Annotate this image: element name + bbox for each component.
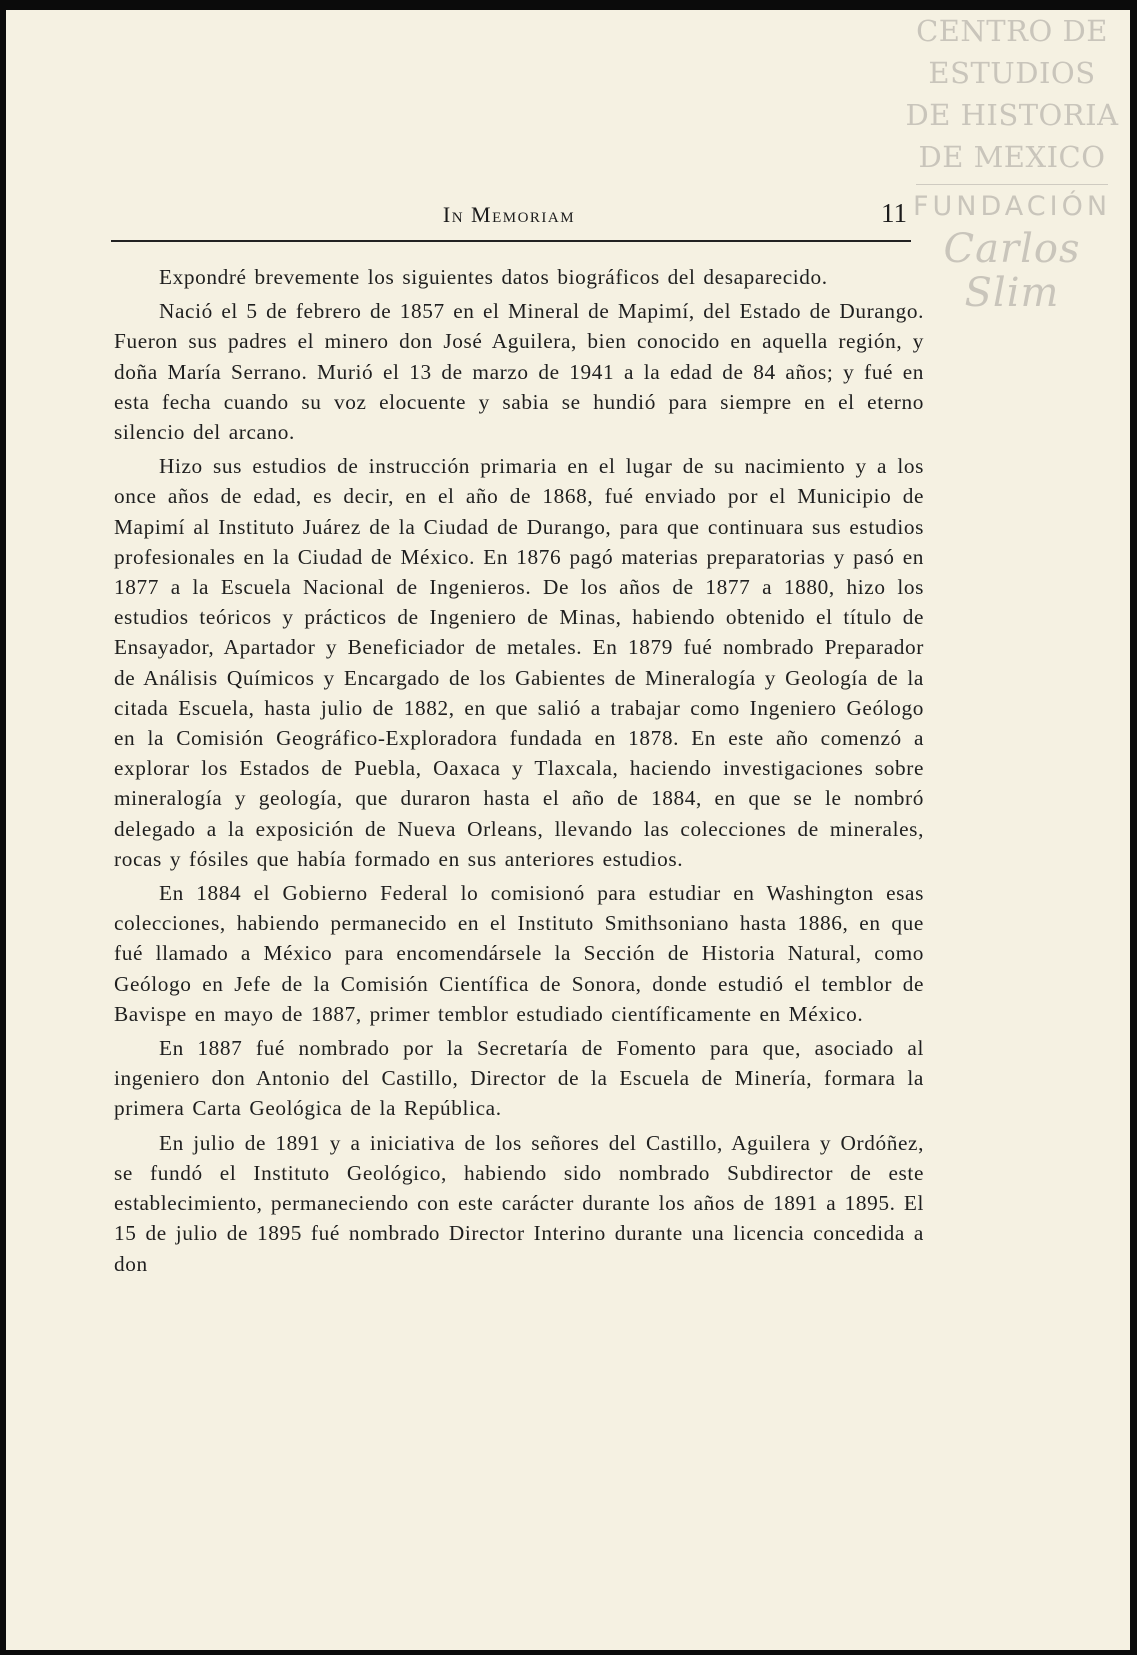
watermark-line: DE MEXICO (918, 140, 1106, 174)
watermark-divider (916, 184, 1108, 185)
paragraph: Hizo sus estudios de instrucción primaria en el lugar de su nacimiento y a los once años de edad, es decir, en el año de 1868, fué enviado por el Municipio de Mapimí al Instituto Juárez de la Ciudad de Durango, para que continuara sus estudios profesionales en la Ciudad de México. En 1876 pagó materias preparatorias y pasó en 1877 a la Escuela Nacional de Ingenieros. De los años de 1877 a 1880, hizo los estudios teóricos y prácticos de Ingeniero de Minas, habiendo obtenido el título de Ensayador, Apartador y Beneficiador de metales. En 1879 fué nombrado Preparador de Análisis Químicos y Encargado de los Gabientes de Mineralogía y Geología de la citada Escuela, hasta julio de 1882, en que salió a trabajar como Ingeniero Geólogo en la Comisión Geográfico-Exploradora fundada en 1878. En este año comenzó a explorar los Estados de Puebla, Oaxaca y Tlaxcala, haciendo investigaciones sobre mineralogía y geología, que duraron hasta el año de 1884, en que se le nombró delegado a la exposición de Nueva Orleans, llevando las colecciones de minerales, rocas y fósiles que había formado en sus anteriores estudios. (114, 454, 924, 871)
page-number: 11 (881, 198, 907, 228)
running-title: In Memoriam (442, 202, 576, 227)
paragraph: En julio de 1891 y a iniciativa de los señores del Castillo, Aguilera y Ordóñez, se fundó el Instituto Geológico, habiendo sido nombrado Subdirector de este establecimiento, permaneciendo con este carácter durante los años de 1891 a 1895. El 15 de julio de 1895 fué nombrado Director Interino durante una licencia concedida a don (114, 1130, 924, 1276)
watermark-foundation: FUNDACIÓN (912, 191, 1112, 222)
archive-watermark (902, 10, 1122, 315)
watermark-line: DE HISTORIA (905, 98, 1119, 132)
paragraph: Expondré brevemente los siguientes datos biográficos del desaparecido. (159, 265, 828, 289)
scanned-page (6, 10, 1130, 1650)
body-text (114, 262, 924, 1283)
header-rule (111, 240, 911, 242)
watermark-signature: Carlos Slim (943, 226, 1081, 316)
paragraph: Nació el 5 de febrero de 1857 en el Mineral de Mapimí, del Estado de Durango. Fueron sus padres el minero don José Aguilera, bien conocido en aquella región, y doña María Serrano. Murió el 13 de marzo de 1941 a la edad de 84 años; y fué en esta fecha cuando su voz elocuente y sabia se hundió para siempre en el eterno silencio del arcano. (114, 299, 924, 445)
paragraph: En 1887 fué nombrado por la Secretaría de Fomento para que, asociado al ingeniero don Antonio del Castillo, Director de la Escuela de Minería, formara la primera Carta Geológica de la República. (114, 1036, 924, 1121)
watermark-line: ESTUDIOS (928, 56, 1096, 90)
watermark-line: CENTRO DE (916, 14, 1108, 48)
running-header (111, 198, 907, 236)
paragraph: En 1884 el Gobierno Federal lo comisionó para estudiar en Washington esas colecciones, habiendo permanecido en el Instituto Smithsoniano hasta 1886, en que fué llamado a México para encomendársele la Sección de Historia Natural, como Geólogo en Jefe de la Comisión Científica de Sonora, donde estudió el temblor de Bavispe en mayo de 1887, primer temblor estudiado científicamente en México. (114, 881, 924, 1026)
